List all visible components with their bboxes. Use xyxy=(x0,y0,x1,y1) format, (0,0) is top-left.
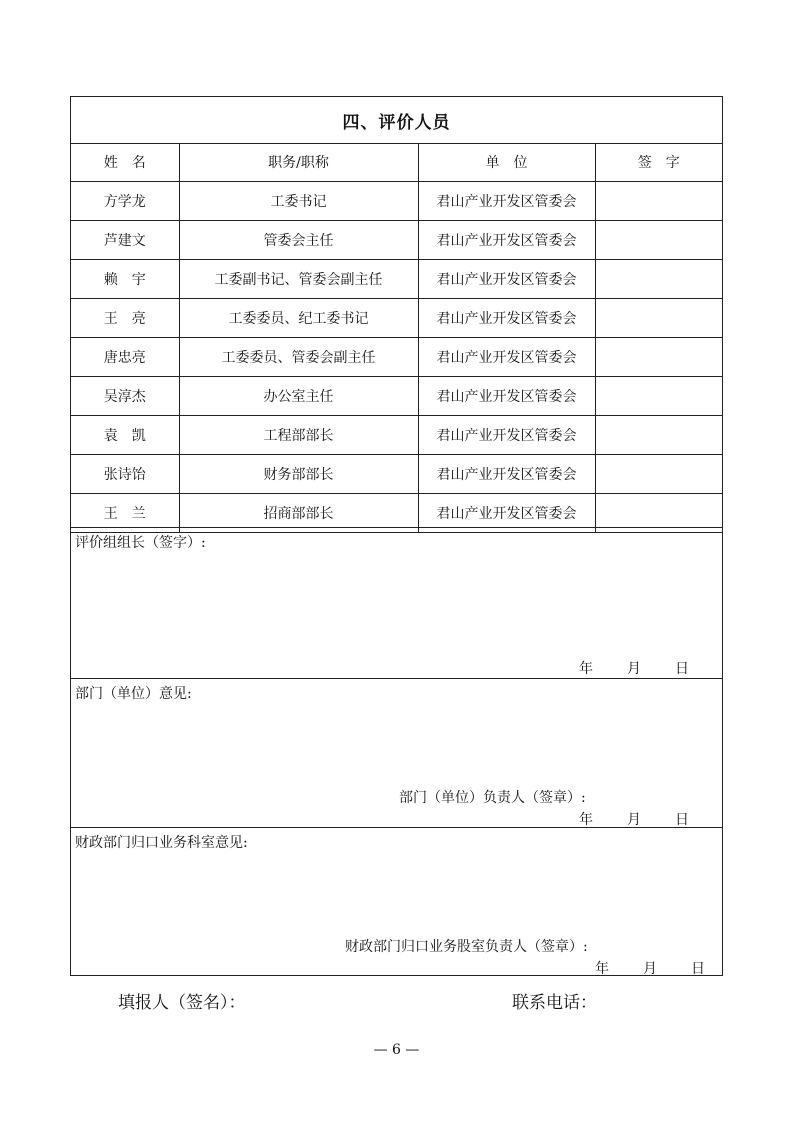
cell-unit: 君山产业开发区管委会 xyxy=(418,377,595,416)
leader-sign-section[interactable] xyxy=(71,527,722,678)
page-number: — 6 — xyxy=(373,1042,420,1058)
table-header-row xyxy=(71,143,722,182)
cell-name: 唐忠亮 xyxy=(71,338,179,377)
cell-sign[interactable] xyxy=(595,377,722,416)
cell-sign[interactable] xyxy=(595,416,722,455)
table-row xyxy=(71,182,722,221)
cell-sign[interactable] xyxy=(595,299,722,338)
cell-name: 张诗饴 xyxy=(71,455,179,494)
cell-name: 方学龙 xyxy=(71,182,179,221)
cell-unit: 君山产业开发区管委会 xyxy=(418,338,595,377)
date-month: 月 xyxy=(643,961,657,977)
cell-unit: 君山产业开发区管委会 xyxy=(418,182,595,221)
table-row xyxy=(71,338,722,377)
cell-sign[interactable] xyxy=(595,455,722,494)
date-month: 月 xyxy=(627,661,641,677)
date-year: 年 xyxy=(579,661,593,677)
cell-position: 办公室主任 xyxy=(179,377,418,416)
date-year: 年 xyxy=(579,812,593,828)
finance-opinion-date xyxy=(595,958,705,978)
cell-sign[interactable] xyxy=(595,338,722,377)
filler-signature-label: 填报人（签名）： xyxy=(118,993,246,1013)
table-row xyxy=(71,377,722,416)
header-sign: 签 字 xyxy=(595,143,722,182)
cell-position: 工程部部长 xyxy=(179,416,418,455)
finance-opinion-section[interactable] xyxy=(71,827,722,975)
leader-sign-date xyxy=(579,658,689,678)
date-day: 日 xyxy=(675,812,689,828)
cell-name: 赖 宇 xyxy=(71,260,179,299)
leader-sign-label: 评价组组长（签字）: xyxy=(75,535,206,551)
dept-opinion-date xyxy=(579,809,689,829)
dept-responsible-label: 部门（单位）负责人（签章）: xyxy=(399,790,586,806)
header-unit: 单 位 xyxy=(418,143,595,182)
cell-unit: 君山产业开发区管委会 xyxy=(418,299,595,338)
header-position: 职务/职称 xyxy=(179,143,418,182)
cell-sign[interactable] xyxy=(595,260,722,299)
cell-name: 芦建文 xyxy=(71,221,179,260)
cell-position: 工委委员、管委会副主任 xyxy=(179,338,418,377)
cell-position: 管委会主任 xyxy=(179,221,418,260)
table-row xyxy=(71,416,722,455)
cell-sign[interactable] xyxy=(595,182,722,221)
header-name: 姓 名 xyxy=(71,143,179,182)
cell-unit: 君山产业开发区管委会 xyxy=(418,221,595,260)
dept-opinion-label: 部门（单位）意见: xyxy=(75,686,192,702)
cell-name: 王 兰 xyxy=(71,494,179,533)
cell-name: 王 亮 xyxy=(71,299,179,338)
table-row xyxy=(71,221,722,260)
evaluators-table xyxy=(71,143,722,533)
date-day: 日 xyxy=(675,661,689,677)
dept-opinion-section[interactable] xyxy=(71,678,722,827)
cell-position: 工委书记 xyxy=(179,182,418,221)
cell-position: 财务部部长 xyxy=(179,455,418,494)
date-year: 年 xyxy=(595,961,609,977)
table-row xyxy=(71,455,722,494)
date-day: 日 xyxy=(691,961,705,977)
cell-unit: 君山产业开发区管委会 xyxy=(418,416,595,455)
cell-name: 吴淳杰 xyxy=(71,377,179,416)
cell-position: 工委委员、纪工委书记 xyxy=(179,299,418,338)
table-row xyxy=(71,299,722,338)
evaluation-form xyxy=(70,96,723,976)
cell-unit: 君山产业开发区管委会 xyxy=(418,494,595,533)
finance-responsible-label: 财政部门归口业务股室负责人（签章）: xyxy=(345,939,588,955)
date-month: 月 xyxy=(627,812,641,828)
finance-opinion-label: 财政部门归口业务科室意见: xyxy=(75,835,248,851)
cell-position: 工委副书记、管委会副主任 xyxy=(179,260,418,299)
contact-phone-label: 联系电话： xyxy=(512,993,597,1013)
cell-position: 招商部部长 xyxy=(179,494,418,533)
cell-unit: 君山产业开发区管委会 xyxy=(418,260,595,299)
cell-unit: 君山产业开发区管委会 xyxy=(418,455,595,494)
cell-sign[interactable] xyxy=(595,221,722,260)
cell-name: 袁 凯 xyxy=(71,416,179,455)
section-title: 四、评价人员 xyxy=(71,97,722,144)
table-row xyxy=(71,260,722,299)
